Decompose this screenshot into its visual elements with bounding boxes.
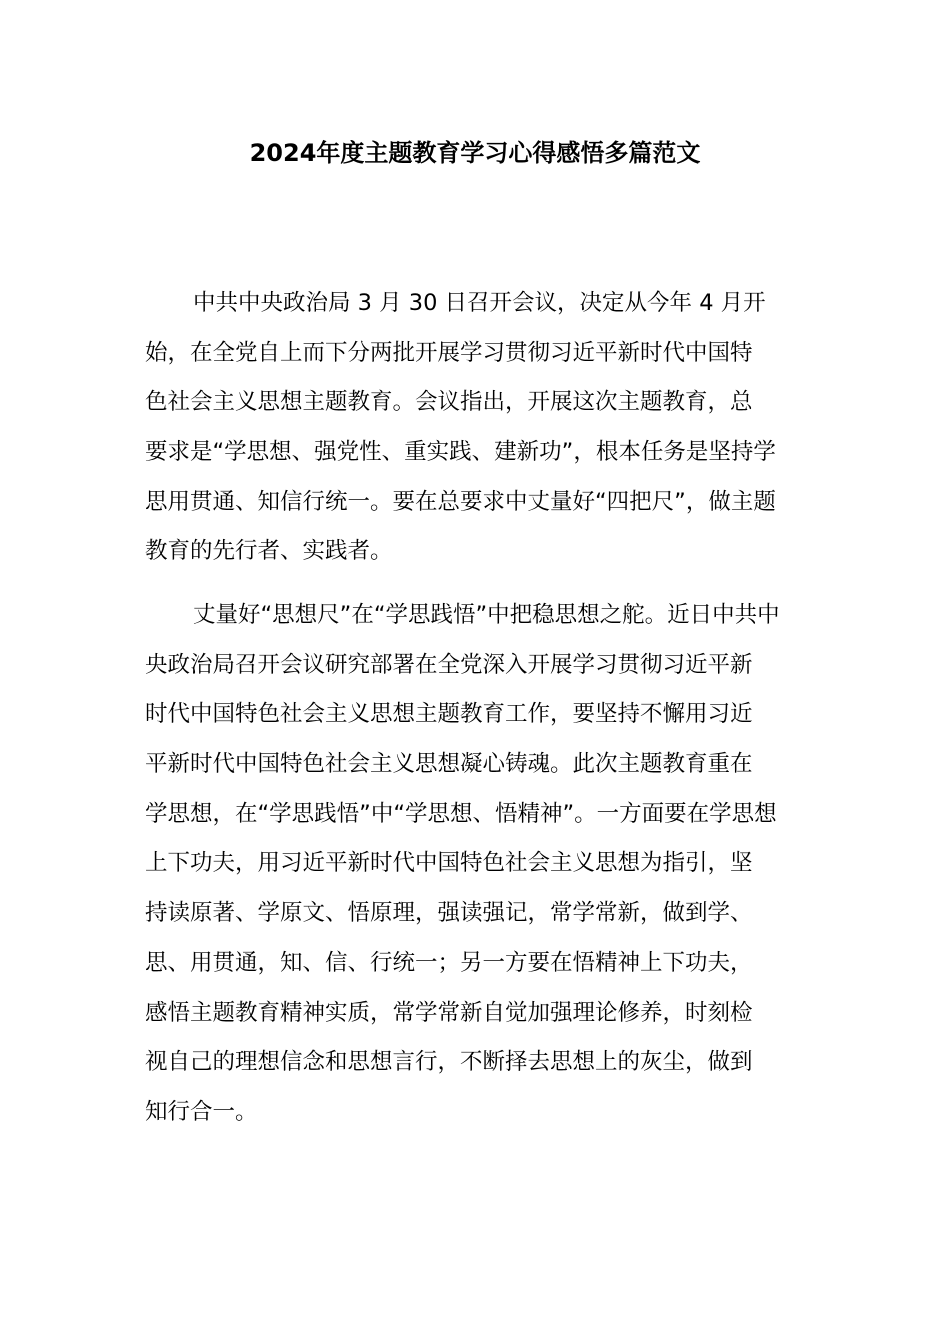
text-line: 要求是“学思想、强党性、重实践、建新功”，根本任务是坚持学 [145,439,776,466]
text-line: 视自己的理想信念和思想言行，不断择去思想上的灰尘，做到 [145,1049,753,1076]
text-line: 时代中国特色社会主义思想主题教育工作，要坚持不懈用习近 [145,701,753,728]
text-line: 中共中央政治局 3 月 30 日召开会议，决定从今年 4 月开 [193,290,766,316]
text-line: 思、用贯通，知、信、行统一；另一方要在悟精神上下功夫， [145,949,753,976]
text-line: 色社会主义思想主题教育。会议指出，开展这次主题教育，总 [145,389,753,416]
text-line: 学思想，在“学思践悟”中“学思想、悟精神”。一方面要在学思想 [145,800,777,827]
text-line: 央政治局召开会议研究部署在全党深入开展学习贯彻习近平新 [145,651,753,678]
paragraph-1 [145,279,810,577]
document-title: 2024年度主题教育学习心得感悟多篇范文 [249,139,701,167]
text-line: 思用贯通、知信行统一。要在总要求中丈量好“四把尺”，做主题 [145,488,776,515]
text-line: 知行合一。 [145,1098,258,1125]
text-line: 感悟主题教育精神实质，常学常新自觉加强理论修养，时刻检 [145,999,753,1026]
paragraph-2 [145,591,810,1138]
text-line: 教育的先行者、实践者。 [145,538,393,565]
text-line: 持读原著、学原文、悟原理，强读强记，常学常新，做到学、 [145,900,753,927]
text-line: 平新时代中国特色社会主义思想凝心铸魂。此次主题教育重在 [145,751,753,778]
text-line: 始，在全党自上而下分两批开展学习贯彻习近平新时代中国特 [145,339,753,366]
text-line: 上下功夫，用习近平新时代中国特色社会主义思想为指引，坚 [145,850,753,877]
text-line: 丈量好“思想尺”在“学思践悟”中把稳思想之舵。近日中共中 [193,602,780,628]
